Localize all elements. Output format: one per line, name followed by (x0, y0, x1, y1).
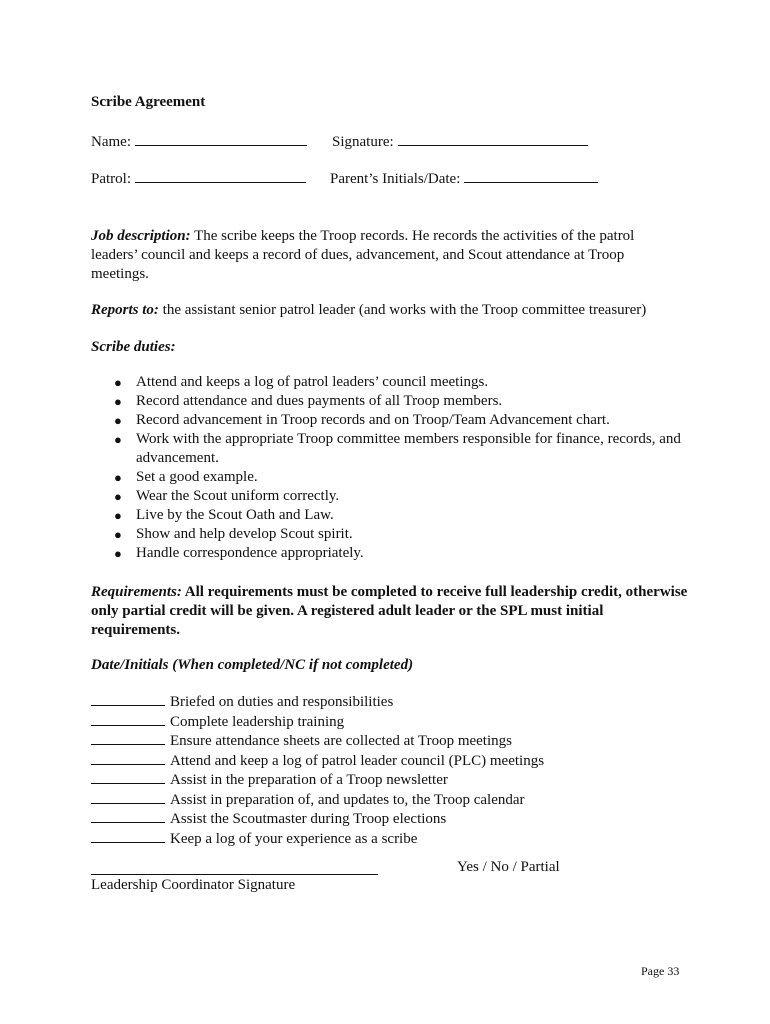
requirement-text: Assist in the preparation of a Troop newsletter (170, 772, 448, 788)
job-description (91, 227, 651, 284)
duties-heading-text: Scribe duties: (91, 339, 176, 355)
list-item (114, 392, 706, 411)
signature-field (332, 132, 588, 151)
initials-blank[interactable] (91, 692, 165, 706)
list-item (114, 525, 706, 544)
bullet-icon: ● (114, 432, 122, 447)
bullet-icon: ● (114, 375, 122, 390)
document-title: Scribe Agreement (91, 94, 206, 110)
list-item (114, 544, 706, 563)
list-item (114, 506, 706, 525)
list-item (91, 829, 544, 849)
bullet-icon: ● (114, 470, 122, 485)
duty-text: Set a good example. (136, 469, 258, 485)
list-item (91, 712, 544, 732)
requirement-text: Briefed on duties and responsibilities (170, 694, 394, 710)
requirements-paragraph (91, 583, 691, 640)
list-item (114, 373, 706, 392)
requirement-checklist (91, 692, 544, 848)
list-item (91, 790, 544, 810)
patrol-label: Patrol: (91, 171, 131, 187)
duty-text: Attend and keeps a log of patrol leaders’ council meetings. (136, 374, 489, 390)
initials-blank[interactable] (91, 829, 165, 843)
date-initials-heading (91, 656, 691, 675)
duty-text: Record attendance and dues payments of all Troop members. (136, 393, 503, 409)
bullet-icon: ● (114, 413, 122, 428)
list-item (91, 809, 544, 829)
requirements-label: Requirements: (91, 584, 182, 600)
list-item (114, 411, 706, 430)
list-item (91, 770, 544, 790)
bullet-icon: ● (114, 546, 122, 561)
bullet-icon: ● (114, 527, 122, 542)
result-options: Yes / No / Partial (457, 859, 560, 875)
signature-blank[interactable] (398, 132, 588, 146)
requirements-text: All requirements must be completed to receive full leadership credit, otherwise only partial credit will be given. A registered adult leader or the SPL must initial requirements. (91, 584, 688, 638)
list-item (114, 468, 706, 487)
job-description-label: Job description: (91, 228, 191, 244)
duty-text: Handle correspondence appropriately. (136, 545, 364, 561)
reports-to-label: Reports to: (91, 302, 159, 318)
patrol-blank[interactable] (135, 169, 306, 183)
duty-text: Work with the appropriate Troop committee members responsible for finance, records, and advancement. (136, 431, 681, 466)
initials-blank[interactable] (91, 790, 165, 804)
requirement-text: Assist in preparation of, and updates to, the Troop calendar (170, 791, 525, 808)
initials-blank[interactable] (91, 770, 165, 784)
bullet-icon: ● (114, 508, 122, 523)
requirement-text: Complete leadership training (170, 713, 345, 730)
requirement-text: Attend and keep a log of patrol leader council (PLC) meetings (170, 752, 545, 769)
name-field (91, 132, 307, 151)
list-item (91, 751, 544, 771)
job-description-text: The scribe keeps the Troop records. He records the activities of the patrol leaders’ council and keeps a record of dues, advancement, and Scout attendance at Troop meetings. (91, 228, 635, 282)
initials-blank[interactable] (91, 809, 165, 823)
name-blank[interactable] (135, 132, 307, 146)
coordinator-signature-line[interactable] (91, 874, 378, 875)
duties-heading (91, 338, 691, 357)
reports-to-text: the assistant senior patrol leader (and works with the Troop committee treasurer) (158, 302, 647, 318)
list-item (114, 430, 706, 468)
signature-label: Signature: (332, 134, 394, 150)
date-initials-heading-text: Date/Initials (When completed/NC if not completed) (91, 657, 414, 673)
parent-initials-field (330, 169, 598, 188)
bullet-icon: ● (114, 489, 122, 504)
parent-initials-label: Parent’s Initials/Date: (330, 171, 461, 187)
name-label: Name: (91, 134, 131, 150)
requirement-text: Keep a log of your experience as a scribe (170, 830, 418, 847)
coordinator-signature-label: Leadership Coordinator Signature (91, 877, 296, 893)
duties-list (91, 373, 706, 563)
patrol-field (91, 169, 306, 188)
duty-text: Show and help develop Scout spirit. (136, 526, 353, 542)
requirement-text: Ensure attendance sheets are collected at Troop meetings (170, 733, 512, 749)
page-number: Page 33 (641, 964, 680, 978)
requirement-text: Assist the Scoutmaster during Troop elections (170, 811, 447, 827)
initials-blank[interactable] (91, 712, 165, 726)
duty-text: Wear the Scout uniform correctly. (136, 488, 340, 504)
initials-blank[interactable] (91, 751, 165, 765)
duty-text: Live by the Scout Oath and Law. (136, 507, 334, 523)
list-item (114, 487, 706, 506)
duty-text: Record advancement in Troop records and on Troop/Team Advancement chart. (136, 412, 610, 428)
list-item (91, 692, 544, 712)
parent-initials-blank[interactable] (464, 169, 598, 183)
initials-blank[interactable] (91, 731, 165, 745)
bullet-icon: ● (114, 394, 122, 409)
list-item (91, 731, 544, 751)
reports-to (91, 301, 711, 320)
